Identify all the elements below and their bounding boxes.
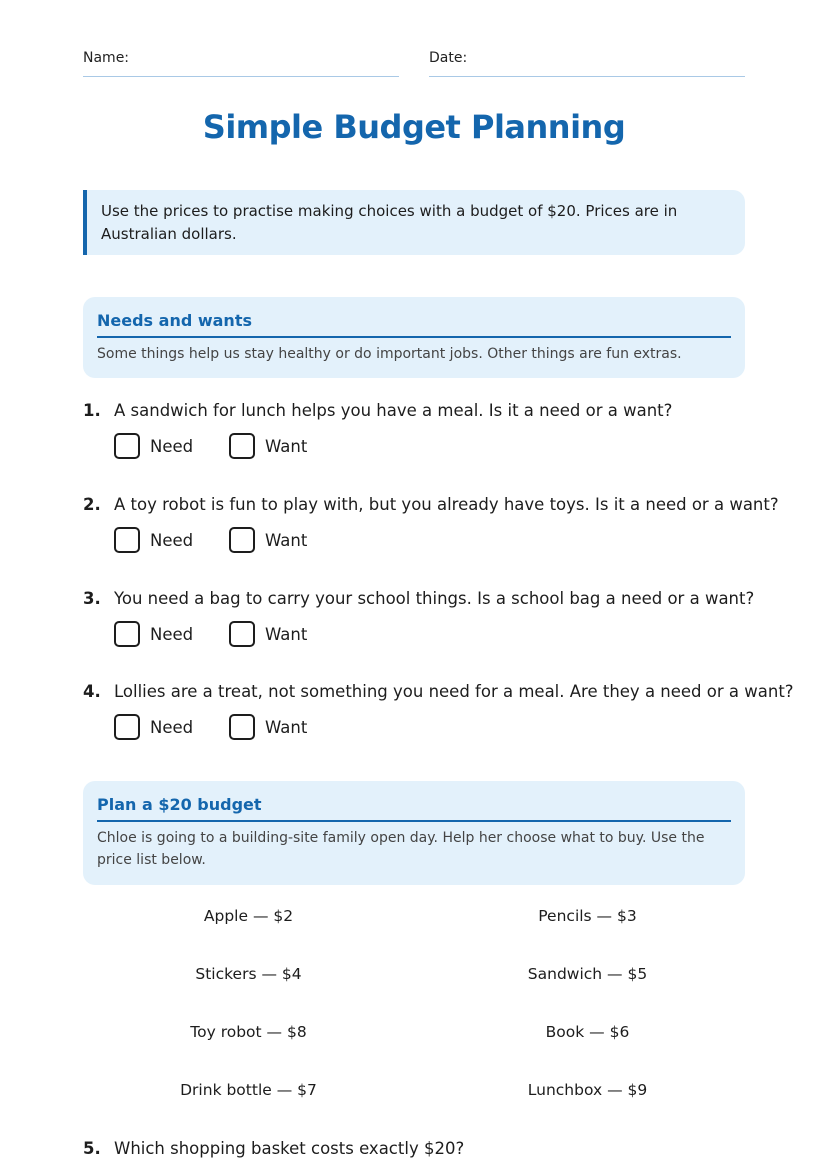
want-checkbox[interactable]	[229, 714, 255, 740]
want-option[interactable]	[229, 620, 307, 648]
need-label: Need	[150, 436, 194, 456]
want-label: Want	[265, 624, 308, 644]
need-option[interactable]	[114, 620, 193, 648]
name-label: Name:	[83, 50, 130, 66]
question-3	[83, 588, 763, 650]
question-1	[83, 400, 763, 462]
question-text: A sandwich for lunch helps you have a meal. Is it a need or a want?	[114, 401, 673, 420]
question-text: Which shopping basket costs exactly $20?	[114, 1139, 465, 1158]
price-item: Toy robot — $8	[190, 1023, 307, 1041]
price-item: Pencils — $3	[538, 907, 637, 925]
question-number: 5.	[83, 1139, 101, 1158]
need-option[interactable]	[114, 526, 193, 554]
want-checkbox[interactable]	[229, 621, 255, 647]
need-checkbox[interactable]	[114, 433, 140, 459]
intro-callout: Use the prices to practise making choices with a budget of $20. Prices are in Australian dollars.	[83, 190, 745, 255]
section-title: Needs and wants	[97, 311, 731, 338]
question-number: 4.	[83, 682, 101, 701]
section-title: Plan a $20 budget	[97, 795, 731, 822]
question-5	[83, 1138, 464, 1160]
section-description: Some things help us stay healthy or do important jobs. Other things are fun extras.	[97, 346, 682, 362]
want-checkbox[interactable]	[229, 433, 255, 459]
want-label: Want	[265, 530, 308, 550]
need-label: Need	[150, 717, 194, 737]
question-text: A toy robot is fun to play with, but you already have toys. Is it a need or a want?	[114, 495, 779, 514]
need-option[interactable]	[114, 713, 193, 741]
need-checkbox[interactable]	[114, 714, 140, 740]
price-item: Book — $6	[545, 1023, 630, 1041]
need-option[interactable]	[114, 432, 193, 460]
header-row	[83, 50, 745, 77]
question-number: 3.	[83, 589, 101, 608]
question-text: You need a bag to carry your school things. Is a school bag a need or a want?	[114, 589, 755, 608]
section-budget	[83, 781, 745, 885]
name-field[interactable]	[83, 50, 399, 77]
want-label: Want	[265, 436, 308, 456]
price-item: Lunchbox — $9	[527, 1081, 648, 1099]
section-description: Chloe is going to a building-site family open day. Help her choose what to buy. Use the price list below.	[97, 830, 705, 868]
question-number: 2.	[83, 495, 101, 514]
section-needs-wants	[83, 297, 745, 378]
date-field[interactable]	[429, 50, 745, 77]
want-checkbox[interactable]	[229, 527, 255, 553]
question-2	[83, 494, 779, 556]
want-label: Want	[265, 717, 308, 737]
price-item: Drink bottle — $7	[180, 1081, 317, 1099]
want-option[interactable]	[229, 432, 307, 460]
need-label: Need	[150, 624, 194, 644]
question-number: 1.	[83, 401, 101, 420]
question-text: Lollies are a treat, not something you need for a meal. Are they a need or a want?	[114, 682, 794, 701]
price-item: Apple — $2	[203, 907, 294, 925]
need-checkbox[interactable]	[114, 527, 140, 553]
want-option[interactable]	[229, 713, 307, 741]
want-option[interactable]	[229, 526, 307, 554]
date-label: Date:	[429, 50, 468, 66]
price-item: Stickers — $4	[195, 965, 302, 983]
need-label: Need	[150, 530, 194, 550]
need-checkbox[interactable]	[114, 621, 140, 647]
page-title: Simple Budget Planning	[202, 108, 626, 146]
question-4	[83, 681, 794, 743]
price-item: Sandwich — $5	[527, 965, 648, 983]
